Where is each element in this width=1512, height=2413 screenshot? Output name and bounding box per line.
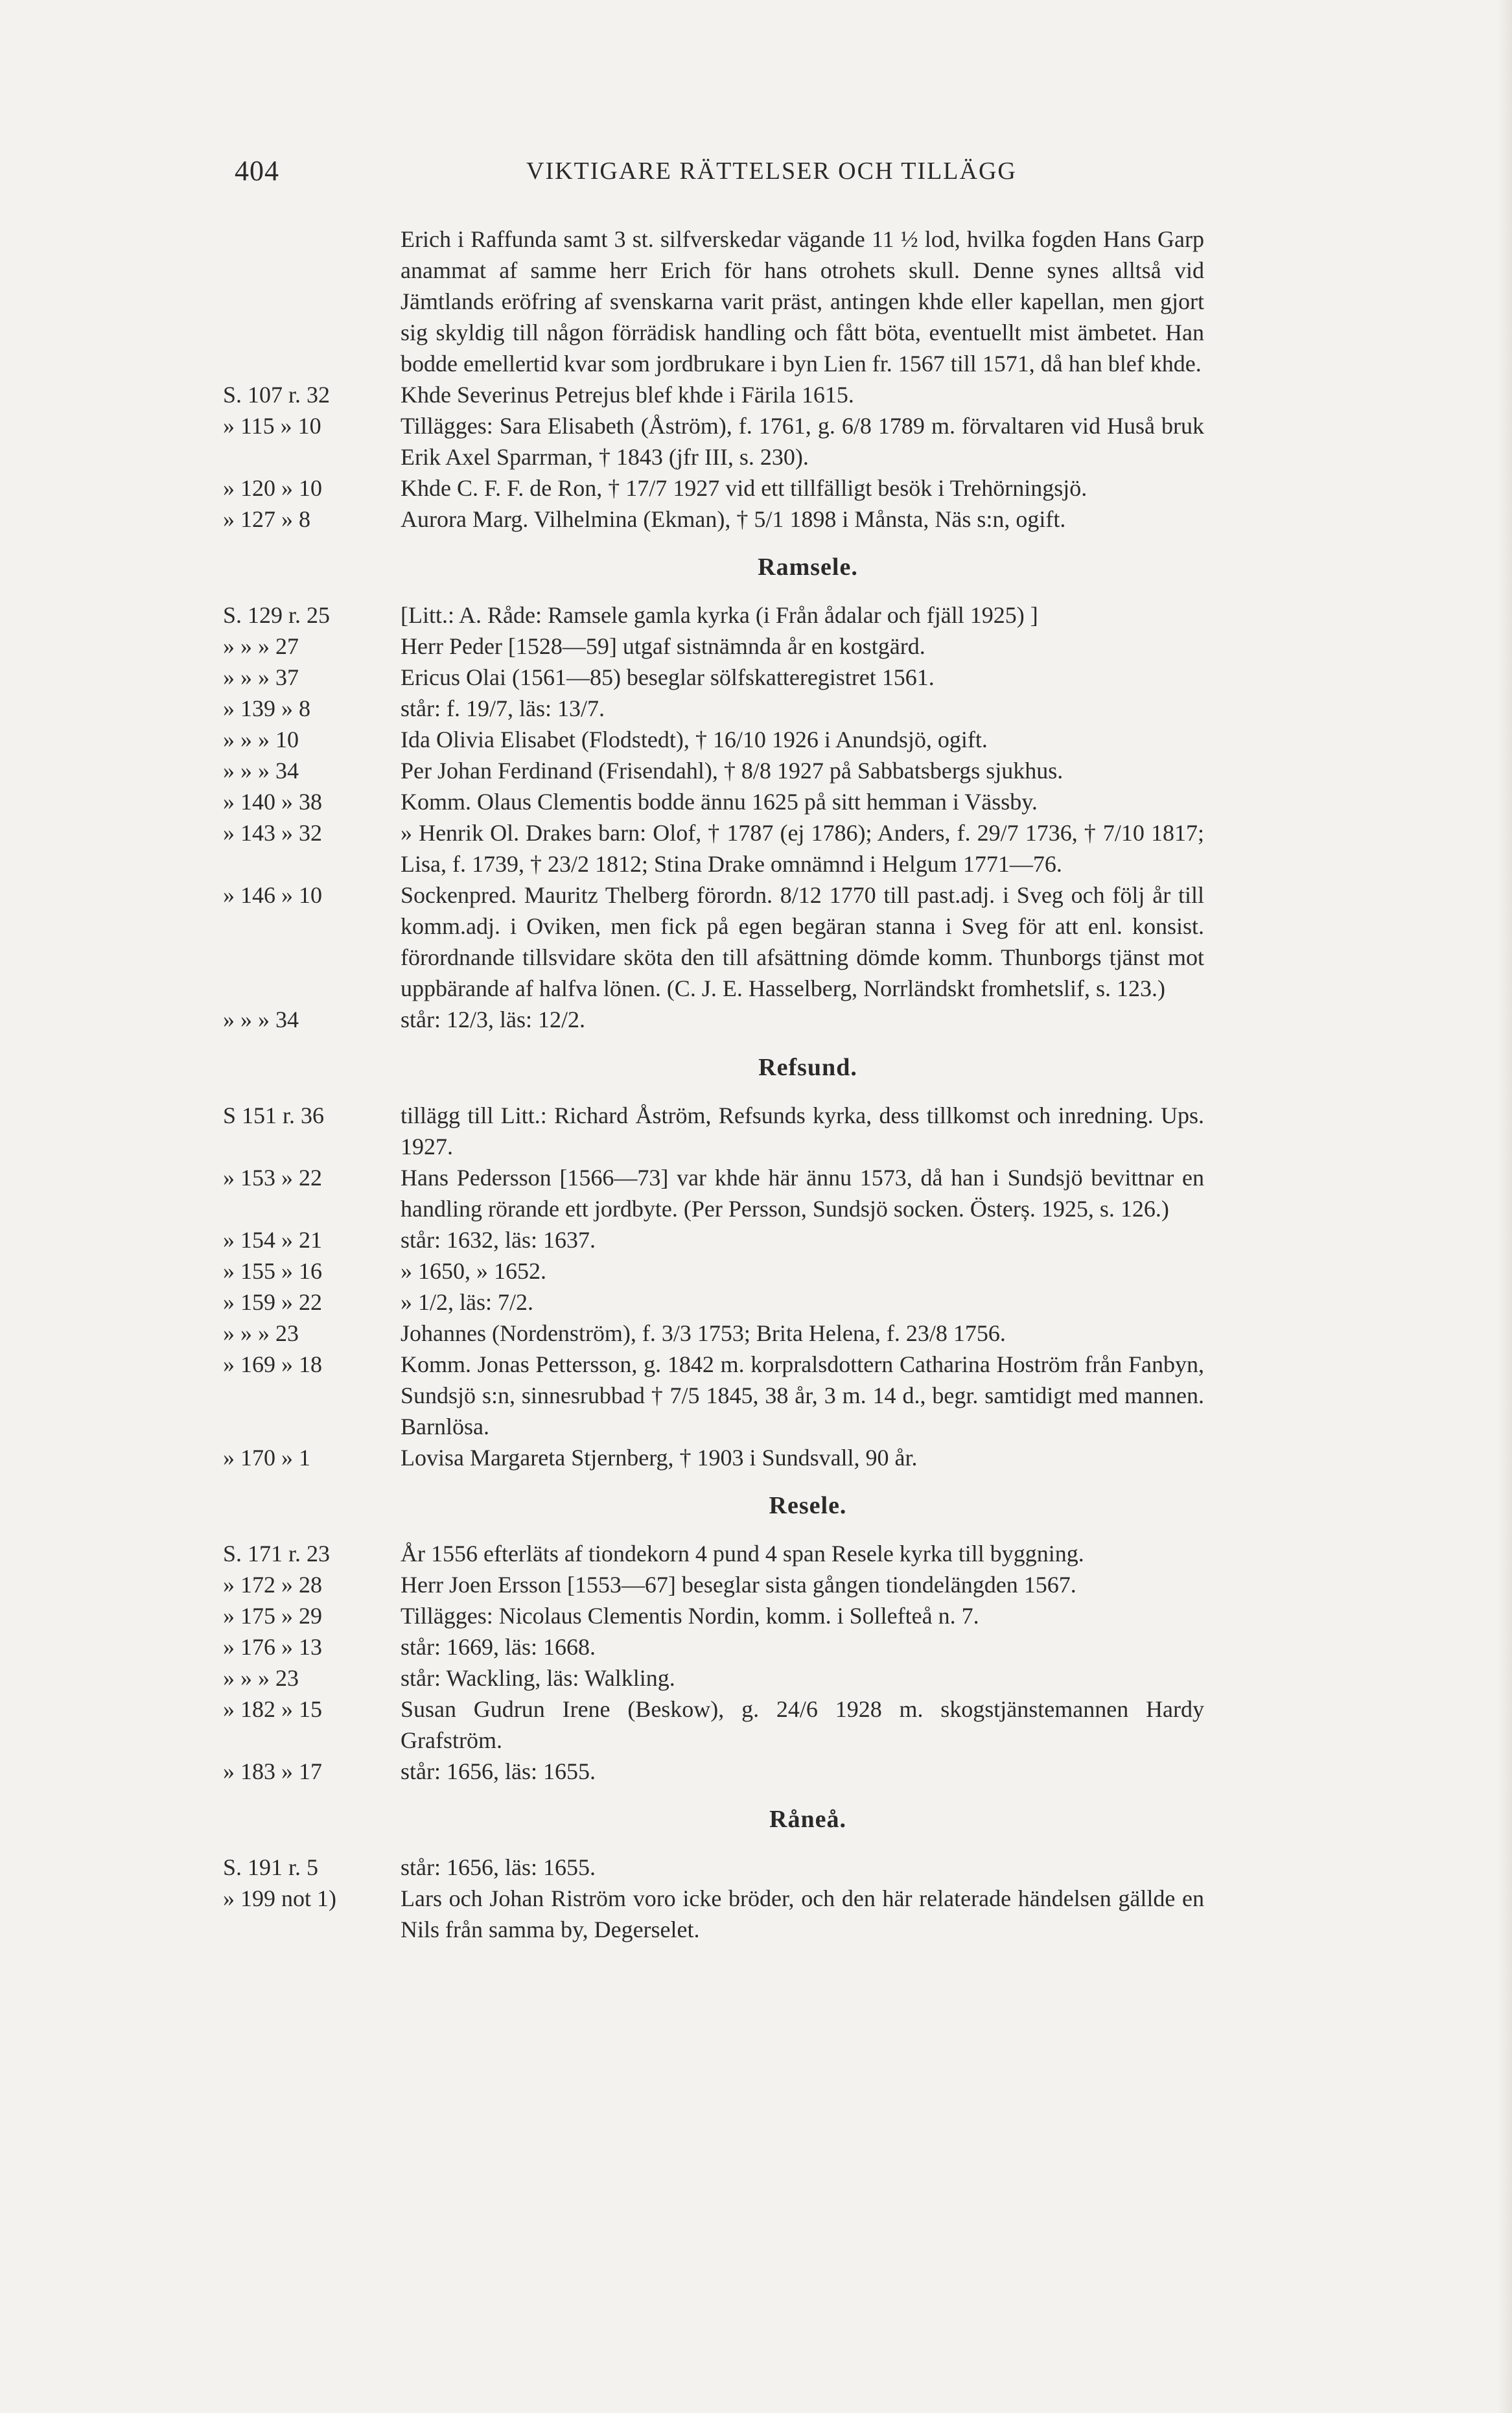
entry-reference: » 139 » 8 <box>223 695 310 721</box>
correction-entry <box>0 1442 1512 1473</box>
correction-entry <box>0 1538 1512 1569</box>
correction-entry <box>0 1569 1512 1600</box>
section-heading: Resele. <box>769 1492 847 1519</box>
correction-entry <box>0 786 1512 817</box>
entry-text: står: Wackling, läs: Walkling. <box>401 1665 675 1691</box>
entry-reference: » 115 » 10 <box>223 413 321 439</box>
entry-reference: » 169 » 18 <box>223 1351 322 1377</box>
correction-entry <box>0 1852 1512 1883</box>
entry-text: » 1/2, läs: 7/2. <box>401 1289 533 1315</box>
entry-text: Ericus Olai (1561—85) beseglar sölfskatteregistret 1561. <box>401 664 935 690</box>
entry-reference: » 199 not 1) <box>223 1885 336 1911</box>
entry-reference: » 154 » 21 <box>223 1227 322 1253</box>
entry-text: står: 1656, läs: 1655. <box>401 1758 596 1784</box>
entry-reference: » » » 23 <box>223 1665 299 1691</box>
correction-entry <box>0 724 1512 755</box>
entry-reference: » 183 » 17 <box>223 1758 322 1784</box>
entry-text: står: 1669, läs: 1668. <box>401 1634 596 1660</box>
section-heading: Refsund. <box>758 1054 857 1081</box>
entry-text: Lovisa Margareta Stjernberg, † 1903 i Sundsvall, 90 år. <box>401 1445 918 1471</box>
entry-reference: » 172 » 28 <box>223 1572 322 1598</box>
entry-text: Komm. Jonas Pettersson, g. 1842 m. korpralsdottern Catharina Hoström från Fanbyn, Sundsjö s:n, sinnesrubbad † 7/5 1845, 38 år, 3 m. 14 d., begr. samtidigt med mannen. Barnlösa. <box>401 1351 1204 1440</box>
entry-reference: S 151 r. 36 <box>223 1102 325 1128</box>
entry-text: Komm. Olaus Clementis bodde ännu 1625 på sitt hemman i Vässby. <box>401 789 1038 815</box>
entry-text: Sockenpred. Mauritz Thelberg förordn. 8/12 1770 till past.adj. i Sveg och följ år till komm.adj. i Oviken, men fick på egen begäran stanna i Sveg för att enl. konsist. förordnande tillsvidare sköta den till afsättning dömde komm. Thunborgs tjänst mot uppbärande af halfva lönen. (C. J. E. Hasselberg, Norrländskt fromhetslif, s. 123.) <box>401 882 1204 1001</box>
entry-reference: » » » 34 <box>223 1007 299 1032</box>
entry-text: År 1556 efterläts af tiondekorn 4 pund 4 span Resele kyrka till byggning. <box>401 1541 1084 1567</box>
entry-text: Susan Gudrun Irene (Beskow), g. 24/6 1928 m. skogstjänstemannen Hardy Grafström. <box>401 1696 1204 1753</box>
entry-reference: » » » 23 <box>223 1320 299 1346</box>
correction-entry <box>0 755 1512 786</box>
entry-reference: » 159 » 22 <box>223 1289 322 1315</box>
page-content <box>0 224 1512 1945</box>
page-header <box>0 154 1512 193</box>
entry-reference: » 170 » 1 <box>223 1445 310 1471</box>
correction-entry <box>0 693 1512 724</box>
correction-entry <box>0 379 1512 410</box>
correction-entry <box>0 1004 1512 1035</box>
page-number: 404 <box>235 155 279 187</box>
correction-entry <box>0 880 1512 1004</box>
entry-reference: S. 107 r. 32 <box>223 382 331 408</box>
entry-text: Khde C. F. F. de Ron, † 17/7 1927 vid ett tillfälligt besök i Trehörningsjö. <box>401 475 1087 501</box>
entry-reference: S. 191 r. 5 <box>223 1854 319 1880</box>
entry-text: Johannes (Nordenström), f. 3/3 1753; Brita Helena, f. 23/8 1756. <box>401 1320 1006 1346</box>
entry-text: Herr Peder [1528—59] utgaf sistnämnda år en kostgärd. <box>401 633 925 659</box>
correction-entry <box>0 1694 1512 1756</box>
entry-reference: » 140 » 38 <box>223 789 322 815</box>
correction-entry <box>0 1662 1512 1694</box>
correction-entry <box>0 1162 1512 1224</box>
entry-text: Erich i Raffunda samt 3 st. silfverskedar vägande 11 ½ lod, hvilka fogden Hans Garp anammat af samme herr Erich för hans otrohets skull. Denne synes alltså vid Jämtlands eröfring af svenskarna varit präst, antingen khde eller kapellan, men gjort sig skyldig till någon förrädisk handling och fått böta, eventuellt mist ämbetet. Han bodde emellertid kvar som jordbrukare i byn Lien fr. 1567 till 1571, då han blef khde. <box>401 226 1204 377</box>
correction-entry <box>0 1224 1512 1255</box>
running-title: VIKTIGARE RÄTTELSER OCH TILLÄGG <box>526 157 1017 185</box>
correction-entry <box>0 1100 1512 1162</box>
entry-reference: » 146 » 10 <box>223 882 322 908</box>
entry-text: tillägg till Litt.: Richard Åström, Refsunds kyrka, dess tillkomst och inredning. Ups. 1927. <box>401 1102 1204 1160</box>
correction-entry <box>0 1287 1512 1318</box>
entry-reference: » 153 » 22 <box>223 1165 322 1191</box>
entry-reference: » 182 » 15 <box>223 1696 322 1722</box>
entry-text: Tillägges: Nicolaus Clementis Nordin, komm. i Sollefteå n. 7. <box>401 1603 979 1629</box>
entry-reference: S. 129 r. 25 <box>223 602 331 628</box>
correction-entry <box>0 472 1512 504</box>
correction-entry <box>0 817 1512 880</box>
correction-entry <box>0 1255 1512 1287</box>
entry-text: Khde Severinus Petrejus blef khde i Färila 1615. <box>401 382 854 408</box>
entry-text: står: 1656, läs: 1655. <box>401 1854 596 1880</box>
entry-reference: » » » 10 <box>223 727 299 752</box>
correction-entry <box>0 1756 1512 1787</box>
correction-entry <box>0 224 1512 379</box>
entry-reference: » 127 » 8 <box>223 506 310 532</box>
entry-text: » Henrik Ol. Drakes barn: Olof, † 1787 (ej 1786); Anders, f. 29/7 1736, † 7/10 1817; Lisa, f. 1739, † 23/2 1812; Stina Drake omnämnd i Helgum 1771—76. <box>401 820 1204 877</box>
entry-reference: » 176 » 13 <box>223 1634 322 1660</box>
entry-reference: » 155 » 16 <box>223 1258 322 1284</box>
entry-text: [Litt.: A. Råde: Ramsele gamla kyrka (i Från ådalar och fjäll 1925) ] <box>401 602 1038 628</box>
correction-entry <box>0 600 1512 631</box>
entry-text: Lars och Johan Riström voro icke bröder, och den här relaterade händelsen gällde en Nils från samma by, Degerselet. <box>401 1885 1204 1942</box>
correction-entry <box>0 504 1512 535</box>
correction-entry <box>0 1349 1512 1442</box>
correction-entry <box>0 1631 1512 1662</box>
entry-reference: » » » 27 <box>223 633 299 659</box>
correction-entry <box>0 1600 1512 1631</box>
entry-text: Herr Joen Ersson [1553—67] beseglar sista gången tiondelängden 1567. <box>401 1572 1076 1598</box>
entry-reference: » 143 » 32 <box>223 820 322 846</box>
entry-text: Aurora Marg. Vilhelmina (Ekman), † 5/1 1898 i Månsta, Näs s:n, ogift. <box>401 506 1066 532</box>
correction-entry <box>0 662 1512 693</box>
correction-entry <box>0 631 1512 662</box>
entry-text: Ida Olivia Elisabet (Flodstedt), † 16/10 1926 i Anundsjö, ogift. <box>401 727 988 752</box>
entry-text: Per Johan Ferdinand (Frisendahl), † 8/8 1927 på Sabbatsbergs sjukhus. <box>401 758 1064 784</box>
correction-entry <box>0 410 1512 472</box>
entry-reference: » » » 37 <box>223 664 299 690</box>
entry-reference: » 120 » 10 <box>223 475 322 501</box>
entry-text: står: f. 19/7, läs: 13/7. <box>401 695 605 721</box>
entry-text: » 1650, » 1652. <box>401 1258 546 1284</box>
entry-text: Tillägges: Sara Elisabeth (Åström), f. 1761, g. 6/8 1789 m. förvaltaren vid Huså bruk Erik Axel Sparrman, † 1843 (jfr III, s. 230). <box>401 413 1204 470</box>
entry-reference: » » » 34 <box>223 758 299 784</box>
entry-reference: » 175 » 29 <box>223 1603 322 1629</box>
section-heading: Råneå. <box>769 1806 846 1833</box>
entry-text: står: 1632, läs: 1637. <box>401 1227 596 1253</box>
correction-entry <box>0 1318 1512 1349</box>
entry-reference: S. 171 r. 23 <box>223 1541 331 1567</box>
entry-text: står: 12/3, läs: 12/2. <box>401 1007 585 1032</box>
entry-text: Hans Pedersson [1566—73] var khde här ännu 1573, då han i Sundsjö bevittnar en handling rörande ett jordbyte. (Per Persson, Sundsjö socken. Österș. 1925, s. 126.) <box>401 1165 1204 1222</box>
correction-entry <box>0 1883 1512 1945</box>
section-heading: Ramsele. <box>758 554 858 581</box>
